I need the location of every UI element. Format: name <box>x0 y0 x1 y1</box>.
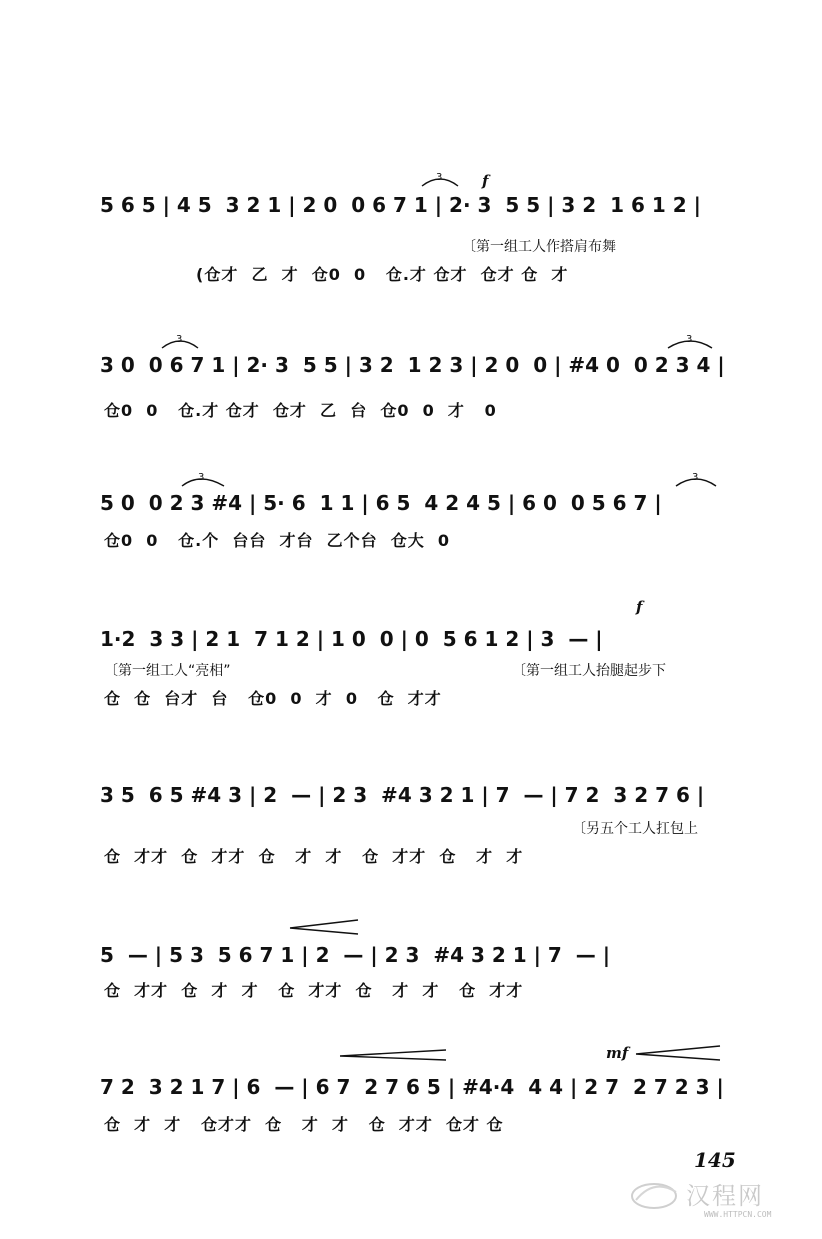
notation-text: 5 0 0 2 3 #4 | 5· 6 1 1 | 6 5 4 2 4 5 | 6 0 0 5 6 7 | <box>100 491 662 515</box>
stage-direction: 〔第一组工人抬腿起步下 <box>512 663 666 679</box>
page-number: 145 <box>694 1148 736 1172</box>
percussion-line: (仓才 乙 才 仓0 0 仓.才 仓才 仓才 仓 才 <box>196 265 569 284</box>
watermark-text: 汉程网 <box>686 1182 764 1210</box>
notation-line <box>0 776 822 810</box>
triplet-mark: 3 <box>686 334 693 345</box>
triplet-mark: 3 <box>198 472 205 483</box>
notation-line <box>0 936 822 970</box>
notation-text: 3 5 6 5 #4 3 | 2 — | 2 3 #4 3 2 1 | 7 — | 7 2 3 2 7 6 | <box>100 783 705 807</box>
percussion-line: 仓 仓 台才 台 仓0 0 才 0 仓 才才 <box>104 689 442 708</box>
notation-line <box>0 346 822 380</box>
percussion-line: 仓0 0 仓.才 仓才 仓才 乙 台 仓0 0 才 0 <box>104 401 497 420</box>
stage-direction: 〔第一组工人作搭肩布舞 <box>462 239 616 255</box>
triplet-mark: 3 <box>692 472 699 483</box>
notation-text: 7 2 3 2 1 7 | 6 — | 6 7 2 7 6 5 | #4·4 4 4 | 2 7 2 7 2 3 | <box>100 1075 724 1099</box>
triplet-mark: 3 <box>436 172 443 183</box>
percussion-line: 仓 才才 仓 才才 仓 才 才 仓 才才 仓 才 才 <box>104 847 524 866</box>
watermark-logo <box>626 1174 686 1214</box>
watermark-subtext: WWW.HTTPCN.COM <box>704 1210 772 1219</box>
notation-line <box>0 186 822 220</box>
percussion-line: 仓 才才 仓 才 才 仓 才才 仓 才 才 仓 才才 <box>104 981 524 1000</box>
dynamic-marking: f <box>636 598 643 616</box>
stage-direction: 〔另五个工人扛包上 <box>572 821 698 837</box>
stage-direction: 〔第一组工人“亮相” <box>104 663 231 679</box>
dynamic-marking: mf <box>606 1044 629 1062</box>
notation-line <box>0 484 822 518</box>
notation-text: 3 0 0 6 7 1 | 2· 3 5 5 | 3 2 1 2 3 | 2 0 0 | #4 0 0 2 3 4 | <box>100 353 725 377</box>
notation-text: 5 — | 5 3 5 6 7 1 | 2 — | 2 3 #4 3 2 1 | 7 — | <box>100 943 611 967</box>
triplet-mark: 3 <box>176 334 183 345</box>
notation-line <box>0 620 822 654</box>
notation-text: 5 6 5 | 4 5 3 2 1 | 2 0 0 6 7 1 | 2· 3 5 5 | 3 2 1 6 1 2 | <box>100 193 701 217</box>
notation-text: 1·2 3 3 | 2 1 7 1 2 | 1 0 0 | 0 5 6 1 2 | 3 — | <box>100 627 603 651</box>
percussion-line: 仓0 0 仓.个 台台 才台 乙个台 仓大 0 <box>104 531 451 550</box>
percussion-line: 仓 才 才 仓才才 仓 才 才 仓 才才 仓才 仓 <box>104 1115 504 1134</box>
dynamic-marking: f <box>482 172 489 190</box>
notation-line <box>0 1068 822 1102</box>
